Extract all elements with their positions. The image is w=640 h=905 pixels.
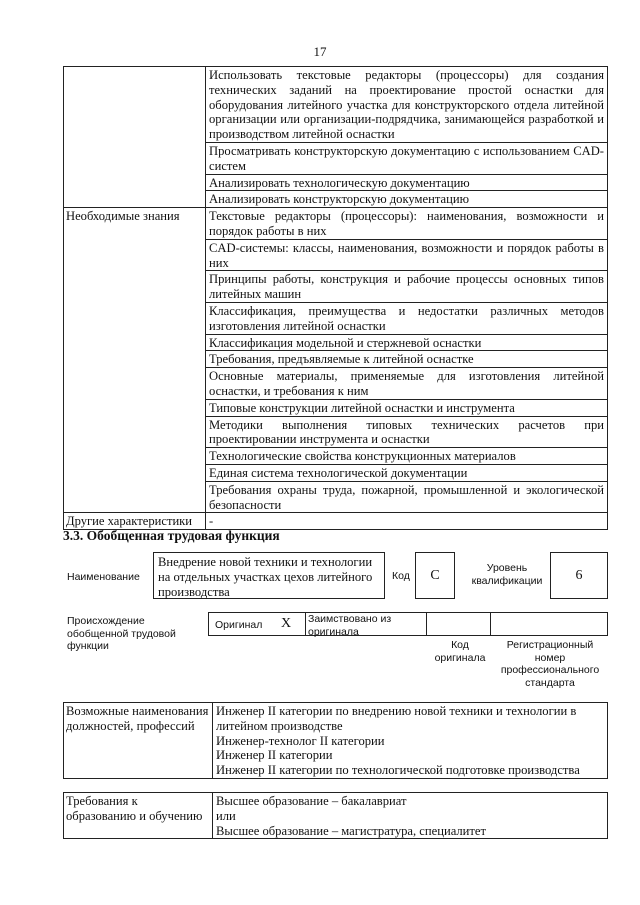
code-original-label: Код оригинала	[434, 639, 486, 664]
borrowed-label: Заимствовано из оригинала	[308, 613, 392, 638]
table-cell: Единая система технологической документации	[206, 464, 608, 481]
table-cell: Требования, предъявляемые к литейной оснастке	[206, 351, 608, 368]
table-cell: Использовать текстовые редакторы (процессоры) для создания технических заданий на проектирование простой оснастки для оборудования литейного участка для конструкторского отдела литейной организации или организации-подрядчика, занимающейся разработкой и производством литейной оснастки	[206, 67, 608, 143]
level-value-box	[550, 552, 608, 599]
list-item: Высшее образование – магистратура, специалитет	[216, 823, 487, 838]
page-number: 17	[313, 44, 327, 59]
table-row	[64, 67, 608, 143]
reg-number-cell	[491, 613, 607, 635]
level-label: Уровень квалификации	[471, 562, 543, 587]
education-cell	[213, 793, 608, 839]
row-label-knowledge: Необходимые знания	[64, 208, 206, 513]
code-value: C	[430, 567, 440, 583]
skills-knowledge-table	[63, 66, 608, 530]
borrowed-cell	[306, 613, 427, 638]
table-cell: Текстовые редакторы (процессоры): наименования, возможности и порядок работы в них	[206, 208, 608, 240]
education-label: Требования к образованию и обучению	[64, 793, 213, 839]
list-item: Инженер-технолог II категории	[216, 733, 385, 748]
name-value: Внедрение новой техники и технологии на отдельных участках цехов литейного производства	[158, 555, 373, 599]
table-cell: Анализировать конструкторскую документацию	[206, 191, 608, 208]
table-cell: Требования охраны труда, пожарной, промышленной и экологической безопасности	[206, 481, 608, 513]
list-item: Высшее образование – бакалавриат	[216, 794, 407, 808]
table-row	[64, 208, 608, 240]
table-cell: Классификация, преимущества и недостатки различных методов изготовления литейной оснастки	[206, 302, 608, 334]
code-label: Код	[392, 570, 410, 582]
list-item: или	[216, 808, 236, 823]
code-value-box	[415, 552, 455, 599]
code-original-cell	[427, 613, 491, 635]
origin-row	[208, 612, 608, 636]
positions-cell	[213, 703, 608, 779]
list-item: Инженер II категории по технологической подготовке производства	[216, 763, 580, 778]
table-cell: Анализировать технологическую документацию	[206, 174, 608, 191]
original-cell	[209, 613, 306, 635]
original-mark: X	[281, 616, 292, 631]
name-value-box	[153, 552, 385, 599]
list-item: Инженер II категории	[216, 748, 333, 763]
table-row	[64, 703, 608, 779]
table-cell: Типовые конструкции литейной оснастки и инструмента	[206, 399, 608, 416]
table-cell: Основные материалы, применяемые для изготовления литейной оснастки, и требования к ним	[206, 368, 608, 400]
row-label	[64, 67, 206, 208]
reg-number-label: Регистрационный номер профессионального стандарта	[500, 639, 600, 689]
name-label: Наименование	[67, 571, 140, 583]
table-cell: Принципы работы, конструкция и рабочие процессы основных типов литейных машин	[206, 271, 608, 303]
table-cell: -	[206, 513, 608, 530]
education-table	[63, 792, 608, 839]
table-cell: Технологические свойства конструкционных материалов	[206, 448, 608, 465]
original-label: Оригинал	[215, 619, 263, 631]
level-value: 6	[575, 567, 583, 583]
table-cell: Классификация модельной и стержневой оснастки	[206, 334, 608, 351]
table-cell: Методики выполнения типовых технических расчетов при проектировании инструмента и оснастки	[206, 416, 608, 448]
list-item: Инженер II категории по внедрению новой техники и технологии в литейном производстве	[216, 704, 577, 733]
origin-label: Происхождение обобщенной трудовой функции	[67, 615, 176, 652]
positions-label: Возможные наименования должностей, профессий	[64, 703, 213, 779]
row-label-other: Другие характеристики	[64, 513, 206, 530]
section-title: 3.3. Обобщенная трудовая функция	[63, 528, 280, 543]
table-cell: CAD-системы: классы, наименования, возможности и порядок работы в них	[206, 239, 608, 271]
table-cell: Просматривать конструкторскую документацию с использованием CAD-систем	[206, 142, 608, 174]
positions-table	[63, 702, 608, 779]
table-row	[64, 793, 608, 839]
